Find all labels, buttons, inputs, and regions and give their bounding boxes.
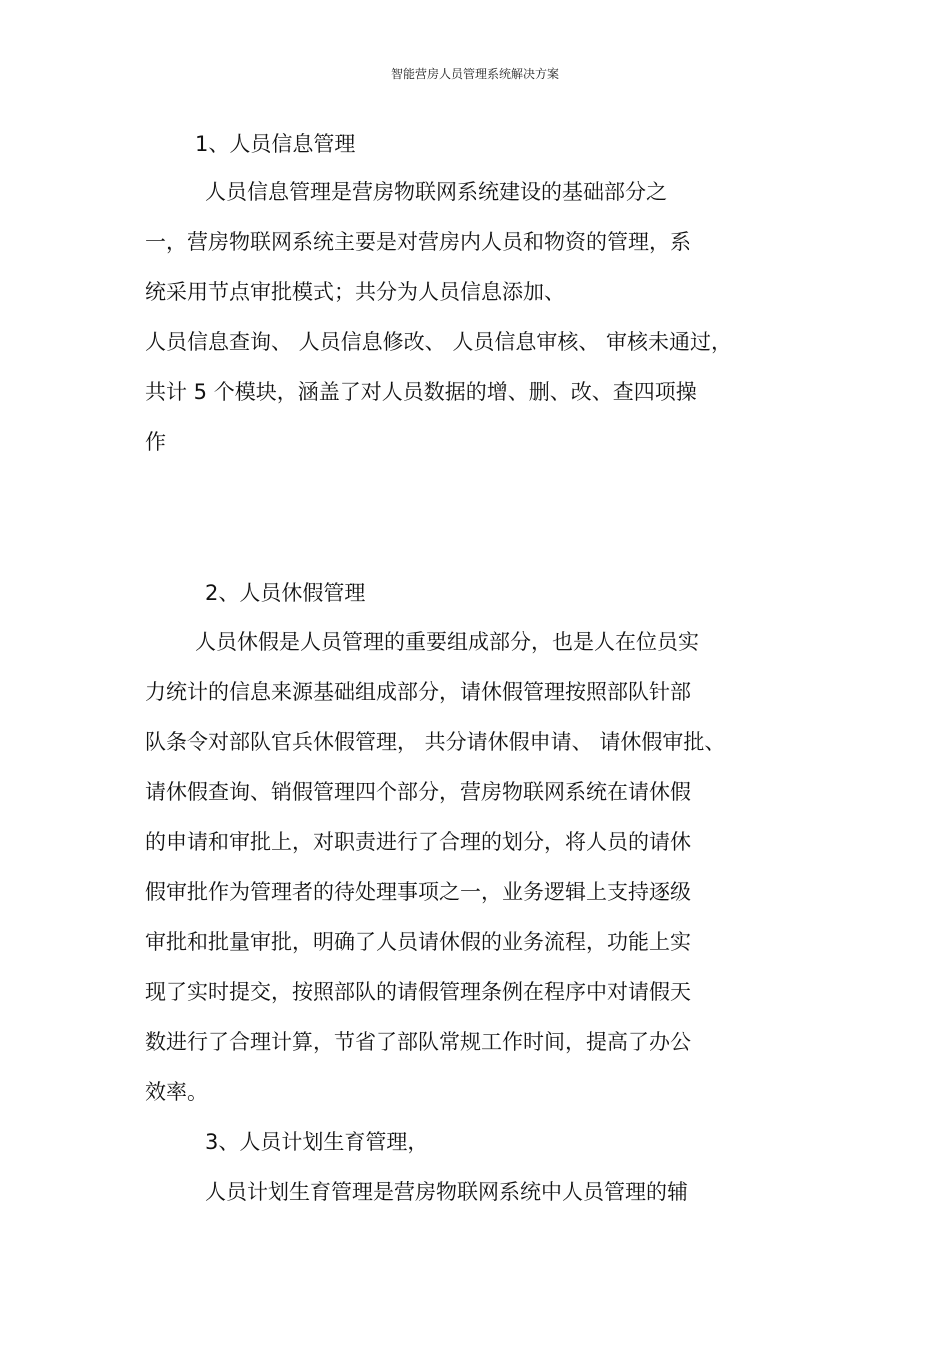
section-2-line-9: 数进行了合理计算，节省了部队常规工作时间，提高了办公 [145,1030,691,1054]
section-2-line-4: 请休假查询、销假管理四个部分，营房物联网系统在请休假 [145,780,691,804]
section-2-line-1: 人员休假是人员管理的重要组成部分，也是人在位员实 [195,630,699,654]
section-2-line-2: 力统计的信息来源基础组成部分，请休假管理按照部队针部 [145,680,691,704]
section-1-line-6: 作 [145,430,166,454]
section-2-line-5: 的申请和审批上，对职责进行了合理的划分，将人员的请休 [145,830,691,854]
section-3-line-1: 人员计划生育管理是营房物联网系统中人员管理的辅 [205,1180,688,1204]
section-1-line-4: 人员信息查询、 人员信息修改、 人员信息审核、 审核未通过， [145,330,733,354]
page-header: 智能营房人员管理系统解决方案 [390,67,559,81]
section-3-heading: 3、人员计划生育管理， [205,1130,429,1154]
section-1-line-1: 人员信息管理是营房物联网系统建设的基础部分之 [205,180,667,204]
section-1-line-2: 一，营房物联网系统主要是对营房内人员和物资的管理，系 [145,230,691,254]
section-1-line-3: 统采用节点审批模式；共分为人员信息添加、 [145,280,565,304]
section-1-line-5: 共计 5 个模块，涵盖了对人员数据的增、删、改、查四项操 [145,380,697,404]
section-1-heading: 1、人员信息管理 [195,132,356,156]
section-2-heading: 2、人员休假管理 [205,581,366,605]
section-2-line-8: 现了实时提交，按照部队的请假管理条例在程序中对请假天 [145,980,691,1004]
section-2-line-10: 效率。 [145,1080,208,1104]
section-2-line-7: 审批和批量审批，明确了人员请休假的业务流程，功能上实 [145,930,691,954]
section-2-line-3: 队条令对部队官兵休假管理， 共分请休假申请、 请休假审批、 [145,730,726,754]
section-2-line-6: 假审批作为管理者的待处理事项之一，业务逻辑上支持逐级 [145,880,691,904]
